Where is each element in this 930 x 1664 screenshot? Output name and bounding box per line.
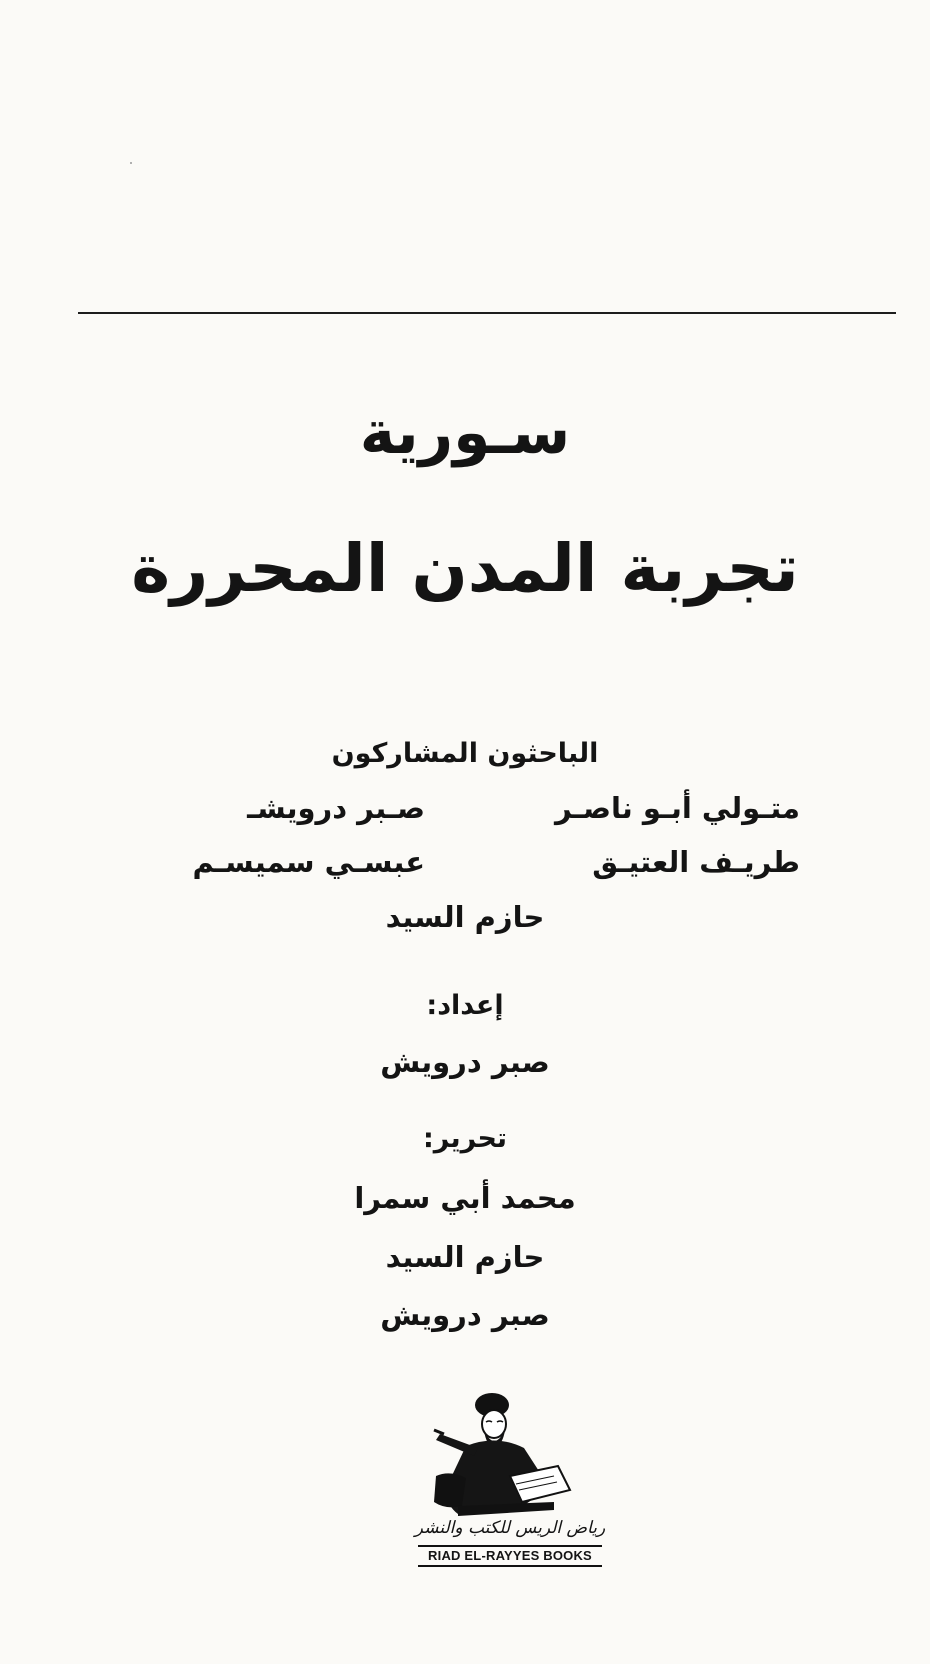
participant-name: حازم السيد [385,900,545,934]
participant-name: متـولي أبـو ناصـر [555,791,800,825]
paper-speck [130,162,132,164]
editor-name: صبر درويش [380,1298,550,1332]
book-title: سـورية [359,398,571,468]
editing-label: تحرير: [422,1123,508,1154]
preparation-label: إعداد: [426,990,504,1021]
top-divider [78,312,896,314]
participant-name: صـبر درويشـ [247,791,425,825]
participant-name: عبسـي سميسـم [192,845,425,879]
participants-row-1 [0,791,930,835]
participants-row-2 [0,845,930,889]
preparer-name: صبر درويش [380,1045,550,1079]
editor-name: محمد أبي سمرا [354,1181,576,1215]
book-subtitle: تجربة المدن المحررة [131,530,799,607]
participant-name: طريـف العتيـق [592,845,800,879]
publisher-arabic-name: رياض الريس للكتب والنشر [414,1518,606,1538]
publisher-english-name: RIAD EL-RAYYES BOOKS [418,1545,602,1567]
editor-name: حازم السيد [385,1240,545,1274]
participants-heading: الباحثون المشاركون [331,738,599,769]
